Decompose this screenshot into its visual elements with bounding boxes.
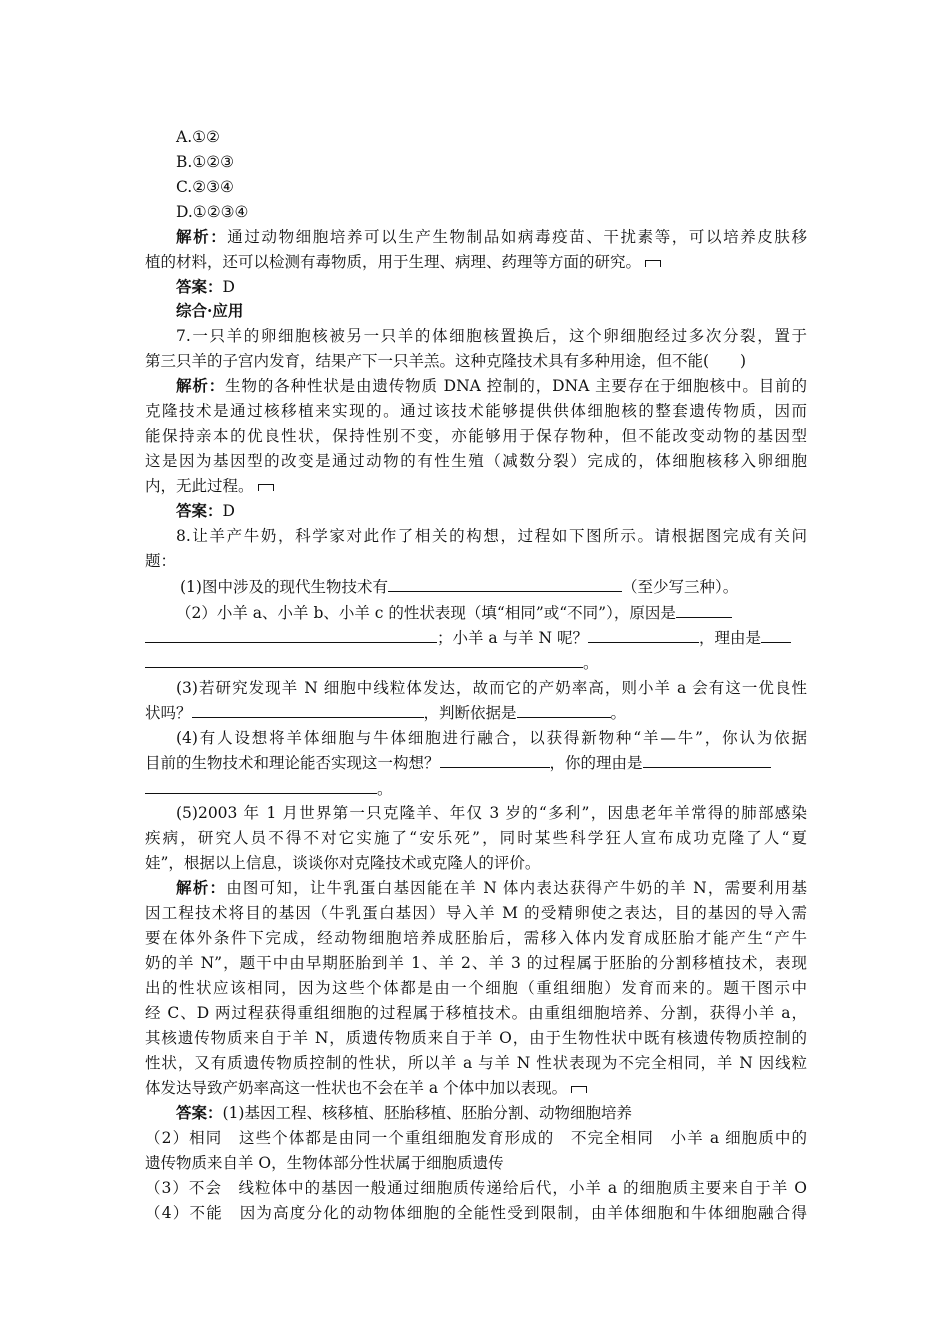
answer-blank[interactable] xyxy=(388,577,622,592)
analysis-label: 解析： xyxy=(176,227,228,246)
q8-stem-cont: 题： xyxy=(145,552,177,570)
q8-analysis-line: 经 C、D 两过程获得重组细胞的过程属于移植技术。由重组细胞培养、分割，获得小羊 a， xyxy=(145,1004,807,1022)
q8-part5-line: 娃”，根据以上信息，谈谈你对克隆技术或克隆人的评价。 xyxy=(145,854,541,872)
q8-analysis-line xyxy=(145,1077,587,1099)
q8-analysis-line: 出的性状应该相同，因为这些个体都是由一个细胞（重组细胞）发育而来的。题干图示中 xyxy=(145,979,807,997)
question-text: （2）小羊 a、小羊 b、小羊 c 的性状表现（填“相同”或“不同”），原因是 xyxy=(176,604,676,622)
q8-part4: (4)有人设想将羊体细胞与牛体细胞进行融合，以获得新物种“羊—牛”，你认为依据 xyxy=(176,729,807,747)
q8-part3: (3)若研究发现羊 N 细胞中线粒体发达，故而它的产奶率高，则小羊 a 会有这一优良性 xyxy=(176,679,807,697)
q8-stem: 8.让羊产牛奶，科学家对此作了相关的构想，过程如下图所示。请根据图完成有关问 xyxy=(176,527,807,545)
analysis-text: 由图可知，让牛乳蛋白基因能在羊 N 体内表达获得产牛奶的羊 N，需要利用基 xyxy=(226,879,807,897)
q8-part4-cont xyxy=(145,752,771,774)
q8-analysis-line: 奶的羊 N”，题干中由早期胚胎到羊 1、羊 2、羊 3 的过程属于胚胎的分割移植技术，表现 xyxy=(145,954,807,972)
q8-part4-cont2 xyxy=(145,778,393,800)
q8-part5: (5)2003 年 1 月世界第一只克隆羊、年仅 3 岁的“多利”，因患老年羊常得的肺部感染 xyxy=(176,804,807,822)
answer-label: 答案： xyxy=(176,277,223,296)
question-text: 。 xyxy=(377,780,393,798)
q8-answer-3: （3）不会 线粒体中的基因一般通过细胞质传递给后代，小羊 a 的细胞质主要来自于羊 O xyxy=(145,1179,807,1197)
q8-part5-line: 疾病，研究人员不得不对它实施了“安乐死”，同时某些科学狂人宣布成功克隆了人“夏 xyxy=(145,829,807,847)
q6-answer xyxy=(176,276,235,298)
answer-label: 答案： xyxy=(176,501,223,520)
question-text: ；小羊 a 与羊 N 呢？ xyxy=(437,629,589,647)
analysis-text: 体发达导致产奶率高这一性状也不会在羊 a 个体中加以表现。 xyxy=(145,1079,568,1097)
q6-analysis-cont xyxy=(145,251,661,273)
q8-part3-cont xyxy=(145,702,626,724)
q7-analysis xyxy=(176,375,807,397)
q8-part1 xyxy=(180,576,738,598)
analysis-text: 通过动物细胞培养可以生产生物制品如病毒疫苗、干扰素等，可以培养皮肤移 xyxy=(227,228,807,246)
q7-stem-cont: 第三只羊的子宫内发育，结果产下一只羊羔。这种克隆技术具有多种用途，但不能( ) xyxy=(145,352,747,370)
answer-text: (1)基因工程、核移植、胚胎移植、胚胎分割、动物细胞培养 xyxy=(222,1104,632,1122)
option-d: D.①②③④ xyxy=(176,203,249,221)
analysis-text: 生物的各种性状是由遗传物质 DNA 控制的，DNA 主要存在于细胞核中。目前的 xyxy=(225,377,807,395)
return-mark-icon xyxy=(571,1086,587,1093)
question-text: ，理由是 xyxy=(699,629,762,647)
option-c: C.②③④ xyxy=(176,178,234,196)
answer-blank[interactable] xyxy=(145,653,583,668)
q8-answer-2: （2）相同 这些个体都是由同一个重组细胞发育形成的 不完全相同 小羊 a 细胞质中的 xyxy=(145,1129,807,1147)
q8-answer-4: （4）不能 因为高度分化的动物体细胞的全能性受到限制，由羊体细胞和牛体细胞融合得 xyxy=(145,1204,807,1222)
question-text: 状吗？ xyxy=(145,704,192,722)
q8-answer xyxy=(176,1102,632,1124)
q8-part2-cont xyxy=(145,627,791,649)
answer-blank[interactable] xyxy=(643,753,771,768)
question-text: ，你的理由是 xyxy=(549,754,643,772)
question-text: ，判断依据是 xyxy=(423,704,517,722)
q8-analysis-line: 因工程技术将目的基因（牛乳蛋白基因）导入羊 M 的受精卵使之表达，目的基因的导入需 xyxy=(145,904,807,922)
q8-part2 xyxy=(176,602,732,624)
q7-analysis-line: 克隆技术是通过核移植来实现的。通过该技术能够提供供体细胞核的整套遗传物质，因而 xyxy=(145,402,807,420)
question-text: （至少写三种）。 xyxy=(621,578,739,596)
analysis-label: 解析： xyxy=(176,376,226,395)
q7-stem: 7.一只羊的卵细胞核被另一只羊的体细胞核置换后，这个卵细胞经过多次分裂，置于 xyxy=(176,327,807,345)
answer-blank[interactable] xyxy=(192,703,424,718)
answer-label: 答案： xyxy=(176,1103,223,1122)
question-text: 目前的生物技术和理论能否实现这一构想？ xyxy=(145,754,440,772)
return-mark-icon xyxy=(258,484,274,491)
answer-text: D xyxy=(222,278,235,296)
answer-text: D xyxy=(222,502,235,520)
option-b: B.①②③ xyxy=(176,153,235,171)
q7-analysis-line: 能保持亲本的优良性状，保持性别不变，亦能够用于保存物种，但不能改变动物的基因型 xyxy=(145,427,807,445)
return-mark-icon xyxy=(645,260,661,267)
q8-part2-cont2 xyxy=(145,652,599,674)
q7-analysis-line: 这是因为基因型的改变是通过动物的有性生殖（减数分裂）完成的，体细胞核移入卵细胞 xyxy=(145,452,807,470)
q8-answer-2-cont: 遗传物质来自羊 O，生物体部分性状属于细胞质遗传 xyxy=(145,1154,504,1172)
answer-blank[interactable] xyxy=(676,603,732,618)
question-text: 。 xyxy=(583,654,599,672)
section-title: 综合·应用 xyxy=(176,301,244,320)
answer-blank[interactable] xyxy=(761,628,791,643)
q7-analysis-line xyxy=(145,475,274,497)
answer-blank[interactable] xyxy=(145,779,377,794)
analysis-text: 内，无此过程。 xyxy=(145,477,254,495)
answer-blank[interactable] xyxy=(145,628,437,643)
q8-analysis-line: 要在体外条件下完成，经动物细胞培养成胚胎后，需移入体内发育成胚胎才能产生“产牛 xyxy=(145,929,807,947)
q8-analysis xyxy=(176,877,807,899)
analysis-label: 解析： xyxy=(176,878,227,897)
q8-analysis-line: 性状，又有质遗传物质控制的性状，所以羊 a 与羊 N 性状表现为不完全相同，羊 N 因线粒 xyxy=(145,1054,807,1072)
answer-blank[interactable] xyxy=(588,628,699,643)
option-a: A.①② xyxy=(176,128,220,146)
answer-blank[interactable] xyxy=(517,703,611,718)
q8-analysis-line: 其核遗传物质来自于羊 N，质遗传物质来自于羊 O，由于生物性状中既有核遗传物质控制的 xyxy=(145,1029,807,1047)
q6-analysis xyxy=(176,226,807,248)
question-text: 。 xyxy=(610,704,627,722)
answer-blank[interactable] xyxy=(440,753,550,768)
analysis-text: 植的材料，还可以检测有毒物质，用于生理、病理、药理等方面的研究。 xyxy=(145,253,642,271)
question-text: (1)图中涉及的现代生物技术有 xyxy=(180,578,388,596)
q7-answer xyxy=(176,500,235,522)
